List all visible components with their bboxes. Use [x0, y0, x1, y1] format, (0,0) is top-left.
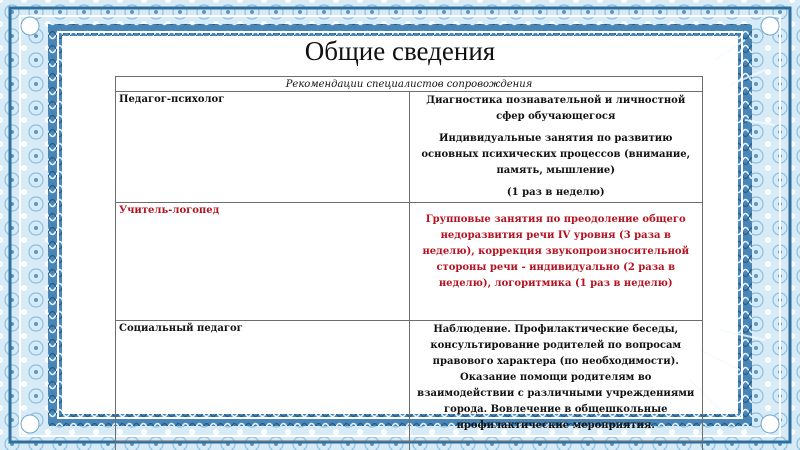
table-header: Рекомендации специалистов сопровождения — [116, 77, 703, 92]
recommendations-table — [115, 76, 703, 450]
table-row — [116, 321, 703, 442]
empty-cell — [409, 442, 703, 450]
recommendation-line: Диагностика познавательной и личностной сфер обучающегося — [426, 95, 686, 122]
recommendation-line: Индивидуальные занятия по развитию основных психических процессов (внимание, память, мышление) — [421, 133, 691, 176]
slide-title: Общие сведения — [304, 36, 496, 66]
recommendation-text: Групповые занятия по преодоление общего недоразвития речи IV уровня (3 раза в неделю), коррекция звукопроизносительной стороны речи - индивидуально (2 раза в неделю), логоритмика (1 раз в неделю) — [422, 214, 690, 289]
recommendation-cell — [409, 321, 703, 442]
recommendation-cell — [409, 203, 703, 321]
table-empty-row — [116, 442, 703, 450]
empty-cell — [116, 442, 410, 450]
role-cell: Социальный педагог — [116, 321, 410, 442]
role-cell: Учитель-логопед — [116, 203, 410, 321]
table-row — [116, 92, 703, 203]
recommendation-line: (1 раз в неделю) — [506, 187, 605, 198]
recommendation-cell — [409, 92, 703, 203]
recommendation-text: Наблюдение. Профилактические беседы, консультирование родителей по вопросам правового характера (по необходимости). Оказание помощи родителям во взаимодействии с различными учреждениями города. Вовлечение в общешкольные профилактические мероприятия. — [417, 324, 695, 431]
table-row — [116, 203, 703, 321]
table-header-row — [116, 77, 703, 92]
role-cell: Педагог-психолог — [116, 92, 410, 203]
